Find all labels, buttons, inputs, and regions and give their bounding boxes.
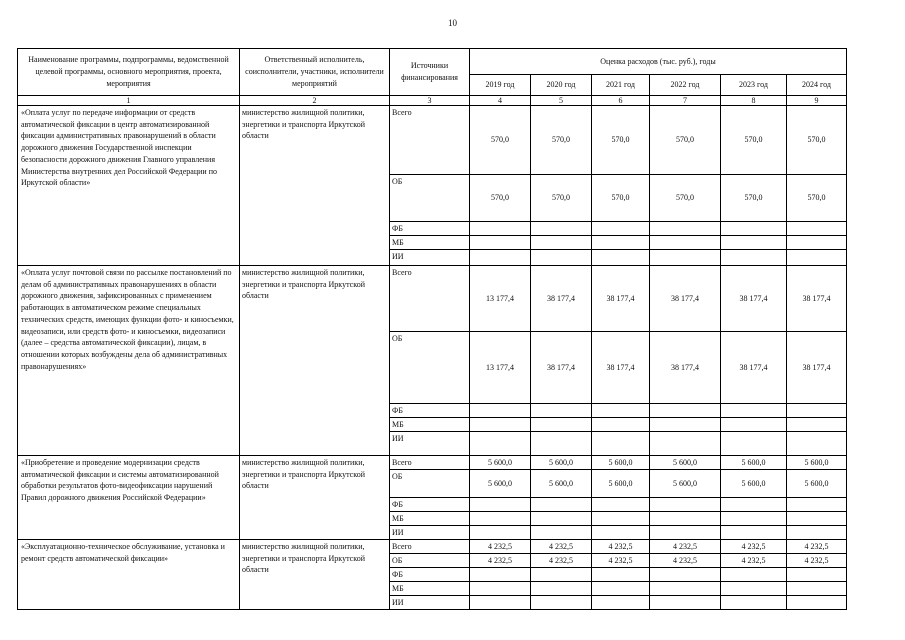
- value-cell: 4 232,5: [721, 554, 787, 568]
- value-cell: 4 232,5: [531, 540, 592, 554]
- value-cell: 5 600,0: [470, 456, 531, 470]
- source-ob: ОБ: [390, 554, 470, 568]
- source-mb: МБ: [390, 512, 470, 526]
- value-cell: 4 232,5: [470, 540, 531, 554]
- value-cell: 570,0: [650, 175, 721, 222]
- header-source: Источники финансирования: [390, 49, 470, 96]
- value-cell: 570,0: [721, 175, 787, 222]
- responsible-executor: министерство жилищной политики, энергетики и транспорта Иркутской области: [240, 106, 390, 266]
- value-cell: 570,0: [650, 106, 721, 175]
- value-cell: 4 232,5: [650, 554, 721, 568]
- source-ob: ОБ: [390, 175, 470, 222]
- value-cell: 38 177,4: [787, 266, 847, 332]
- program-name: «Оплата услуг по передаче информации от средств автоматической фиксации в центр автоматизированной фиксации административных правонарушений в области дорожного движения Государственной инспекции безопасности дорожного движения Главного управления Министерства внутренних дел Российской Федерации по Иркутской области»: [18, 106, 240, 266]
- value-cell: 4 232,5: [787, 540, 847, 554]
- value-cell: 38 177,4: [721, 266, 787, 332]
- value-cell: 4 232,5: [470, 554, 531, 568]
- source-ii: ИИ: [390, 250, 470, 266]
- column-number: 1: [18, 96, 240, 106]
- value-cell: 5 600,0: [531, 470, 592, 498]
- program-name: «Эксплуатационно-техническое обслуживание, установка и ремонт средств автоматической фиксации»: [18, 540, 240, 610]
- header-year: 2024 год: [787, 75, 847, 96]
- value-cell: 5 600,0: [470, 470, 531, 498]
- source-ii: ИИ: [390, 432, 470, 456]
- value-cell: 38 177,4: [592, 332, 650, 404]
- value-cell: 38 177,4: [650, 332, 721, 404]
- header-year: 2019 год: [470, 75, 531, 96]
- value-cell: 570,0: [470, 175, 531, 222]
- source-ob: ОБ: [390, 470, 470, 498]
- value-cell: 570,0: [470, 106, 531, 175]
- column-number: 7: [650, 96, 721, 106]
- source-total: Всего: [390, 266, 470, 332]
- value-cell: 5 600,0: [787, 456, 847, 470]
- budget-table: [17, 48, 847, 610]
- column-number: 8: [721, 96, 787, 106]
- value-cell: 38 177,4: [531, 332, 592, 404]
- value-cell: 570,0: [592, 106, 650, 175]
- source-ii: ИИ: [390, 526, 470, 540]
- header-year: 2023 год: [721, 75, 787, 96]
- value-cell: 5 600,0: [531, 456, 592, 470]
- value-cell: 4 232,5: [592, 554, 650, 568]
- source-total: Всего: [390, 456, 470, 470]
- value-cell: 5 600,0: [650, 456, 721, 470]
- program-name: «Оплата услуг почтовой связи по рассылке постановлений по делам об административных правонарушениях в области дорожного движения, зафиксированных с применением работающих в автоматическом режиме специальных технических средств, имеющих функции фото- и киносъемки, видеозаписи, или средств фото- и киносъемки, видеозаписи (далее – средства автоматической фиксации), лицам, в отношении которых возбуждены дела об административных правонарушениях»: [18, 266, 240, 456]
- page-number: 10: [448, 18, 457, 28]
- column-number: 6: [592, 96, 650, 106]
- value-cell: 5 600,0: [787, 470, 847, 498]
- responsible-executor: министерство жилищной политики, энергетики и транспорта Иркутской области: [240, 540, 390, 610]
- value-cell: 570,0: [531, 175, 592, 222]
- responsible-executor: министерство жилищной политики, энергетики и транспорта Иркутской области: [240, 266, 390, 456]
- column-number: 5: [531, 96, 592, 106]
- value-cell: 4 232,5: [787, 554, 847, 568]
- value-cell: 38 177,4: [787, 332, 847, 404]
- value-cell: 570,0: [531, 106, 592, 175]
- header-responsible: Ответственный исполнитель, соисполнители, участники, исполнители мероприятий: [240, 49, 390, 96]
- source-mb: МБ: [390, 236, 470, 250]
- value-cell: 5 600,0: [650, 470, 721, 498]
- value-cell: 38 177,4: [650, 266, 721, 332]
- value-cell: 38 177,4: [531, 266, 592, 332]
- source-ob: ОБ: [390, 332, 470, 404]
- column-number: 3: [390, 96, 470, 106]
- header-estimate: Оценка расходов (тыс. руб.), годы: [470, 49, 847, 75]
- source-mb: МБ: [390, 582, 470, 596]
- column-number: 4: [470, 96, 531, 106]
- header-year: 2022 год: [650, 75, 721, 96]
- value-cell: 570,0: [787, 106, 847, 175]
- value-cell: 570,0: [592, 175, 650, 222]
- value-cell: 38 177,4: [592, 266, 650, 332]
- source-ii: ИИ: [390, 596, 470, 610]
- value-cell: 4 232,5: [650, 540, 721, 554]
- responsible-executor: министерство жилищной политики, энергетики и транспорта Иркутской области: [240, 456, 390, 540]
- value-cell: 4 232,5: [531, 554, 592, 568]
- header-program: Наименование программы, подпрограммы, ведомственной целевой программы, основного мероприятия, проекта, мероприятия: [18, 49, 240, 96]
- header-year: 2021 год: [592, 75, 650, 96]
- header-year: 2020 год: [531, 75, 592, 96]
- value-cell: 570,0: [721, 106, 787, 175]
- value-cell: 13 177,4: [470, 332, 531, 404]
- column-number: 2: [240, 96, 390, 106]
- value-cell: 5 600,0: [721, 470, 787, 498]
- source-fb: ФБ: [390, 222, 470, 236]
- value-cell: 5 600,0: [592, 456, 650, 470]
- value-cell: 570,0: [787, 175, 847, 222]
- value-cell: 13 177,4: [470, 266, 531, 332]
- program-name: «Приобретение и проведение модернизации средств автоматической фиксации и системы автоматизированной обработки результатов фото-видеофиксации нарушений Правил дорожного движения Российской Федерации»: [18, 456, 240, 540]
- source-fb: ФБ: [390, 498, 470, 512]
- source-total: Всего: [390, 106, 470, 175]
- source-fb: ФБ: [390, 404, 470, 418]
- source-fb: ФБ: [390, 568, 470, 582]
- column-number: 9: [787, 96, 847, 106]
- value-cell: 5 600,0: [592, 470, 650, 498]
- value-cell: 5 600,0: [721, 456, 787, 470]
- value-cell: 38 177,4: [721, 332, 787, 404]
- source-mb: МБ: [390, 418, 470, 432]
- value-cell: 4 232,5: [592, 540, 650, 554]
- value-cell: 4 232,5: [721, 540, 787, 554]
- source-total: Всего: [390, 540, 470, 554]
